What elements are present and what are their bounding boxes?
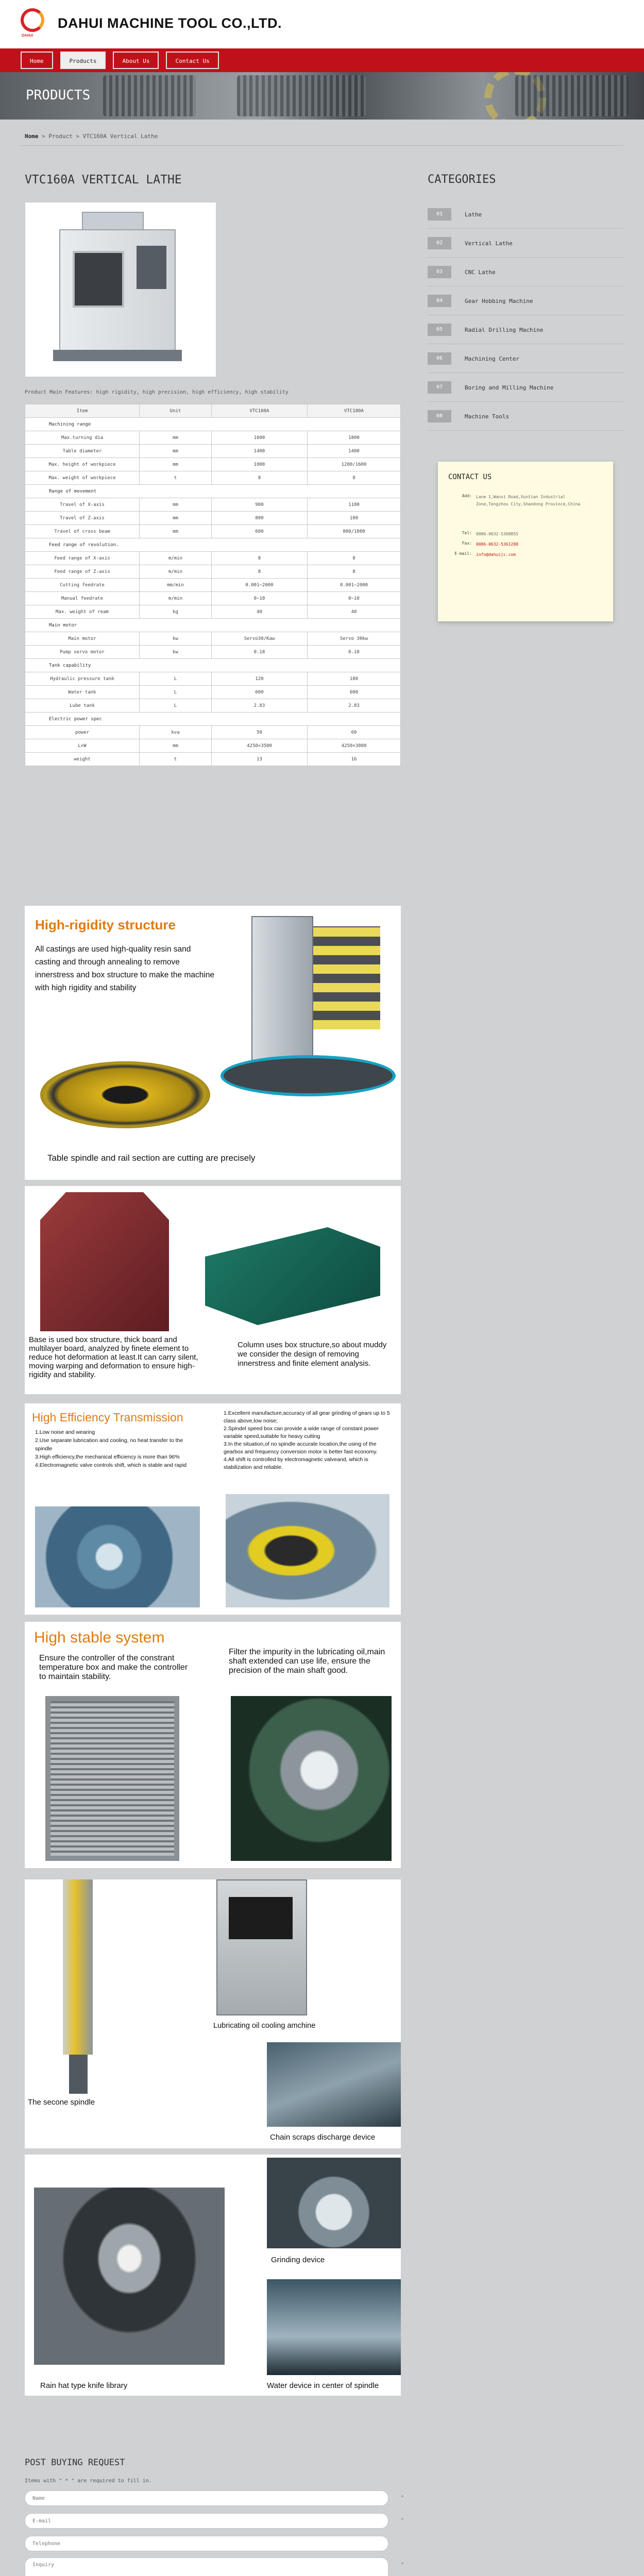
product-features: Product Main Features: high rigidity, high precision, high efficiency, high stability bbox=[25, 389, 289, 395]
stable-title: High stable system bbox=[34, 1629, 165, 1646]
grinding-caption: Grinding device bbox=[271, 2256, 325, 2264]
category-number-badge: 01 bbox=[428, 208, 451, 221]
sidebar-item[interactable] bbox=[428, 315, 623, 344]
name-input[interactable] bbox=[25, 2490, 388, 2506]
rigidity-figure bbox=[25, 906, 401, 1180]
spec-cell: Main motor bbox=[25, 632, 140, 646]
table-row bbox=[25, 498, 401, 512]
spec-cell: Max.turning dia bbox=[25, 431, 140, 445]
breadcrumb-path: > Product > VTC160A Vertical Lathe bbox=[38, 133, 158, 140]
nav-contact-us[interactable]: Contact Us bbox=[166, 52, 218, 69]
spec-cell: 0.18 bbox=[212, 646, 308, 659]
table-row bbox=[25, 686, 401, 699]
nav-about-us[interactable]: About Us bbox=[113, 52, 159, 69]
sidebar-item[interactable] bbox=[428, 373, 623, 402]
table-row bbox=[25, 592, 401, 605]
spec-cell: Feed range of X-axis bbox=[25, 552, 140, 565]
spec-cell: 50 bbox=[212, 726, 308, 739]
contact-label: E-mail: bbox=[454, 551, 472, 556]
spec-cell: 0.18 bbox=[308, 646, 401, 659]
spec-cell: 16 bbox=[308, 753, 401, 766]
table-row bbox=[25, 512, 401, 525]
spec-cell: 0~10 bbox=[308, 592, 401, 605]
main-nav bbox=[0, 48, 644, 72]
spec-cell: 600 bbox=[212, 525, 308, 538]
contact-label: Add: bbox=[462, 494, 472, 498]
spec-cell: mm bbox=[140, 431, 212, 445]
spec-cell: mm bbox=[140, 739, 212, 753]
banner-machine-image bbox=[103, 75, 196, 116]
spec-category: Range of movement bbox=[25, 485, 401, 498]
table-row bbox=[25, 672, 401, 686]
spec-cell: t bbox=[140, 471, 212, 485]
spec-cell: m/min bbox=[140, 592, 212, 605]
brand-name[interactable]: DAHUI MACHINE TOOL CO.,LTD. bbox=[58, 15, 282, 31]
table-row bbox=[25, 418, 401, 431]
product-main bbox=[25, 173, 401, 762]
category-list bbox=[428, 200, 623, 431]
table-row bbox=[25, 739, 401, 753]
spec-cell: 8 bbox=[308, 471, 401, 485]
table-row bbox=[25, 753, 401, 766]
spec-cell: Water tank bbox=[25, 686, 140, 699]
contact-value: Lane 1,Wanxi Road,Xuntian Industrial Zone,Tengzhou City,Shandong Province,China bbox=[476, 495, 581, 506]
contact-row bbox=[448, 494, 606, 508]
contact-value[interactable]: info@dahuijc.com bbox=[476, 552, 516, 557]
spec-header: VTC180A bbox=[308, 404, 401, 418]
table-row bbox=[25, 431, 401, 445]
sidebar-item[interactable] bbox=[428, 229, 623, 258]
spec-cell: m/min bbox=[140, 552, 212, 565]
telephone-input[interactable] bbox=[25, 2536, 388, 2551]
spec-cell: 800/1000 bbox=[308, 525, 401, 538]
spec-cell: Pump servo motor bbox=[25, 646, 140, 659]
category-number-badge: 03 bbox=[428, 266, 451, 278]
base-casting-image bbox=[40, 1192, 169, 1331]
category-link[interactable]: Lathe bbox=[465, 211, 482, 218]
spec-cell: 600 bbox=[212, 686, 308, 699]
spec-cell: Cutting feedrate bbox=[25, 579, 140, 592]
spec-cell: 4250×3800 bbox=[308, 739, 401, 753]
category-number-badge: 04 bbox=[428, 295, 451, 307]
spec-cell: Servo30/Kaw bbox=[212, 632, 308, 646]
banner-machine-image bbox=[237, 75, 366, 116]
water-device-image bbox=[267, 2279, 401, 2375]
banner-machine-image bbox=[515, 75, 629, 116]
column-casting-image bbox=[205, 1227, 380, 1325]
category-link[interactable]: Radial Drilling Machine bbox=[465, 327, 544, 333]
product-image bbox=[25, 202, 216, 377]
table-row bbox=[25, 646, 401, 659]
sidebar-item[interactable] bbox=[428, 200, 623, 229]
spec-header: Item bbox=[25, 404, 140, 418]
spec-cell: L bbox=[140, 686, 212, 699]
temperature-box-image bbox=[45, 1696, 179, 1861]
transmission-left-text: 1.Low noise and wearing 2.Use separate lubrication and cooling, no heat transfer to the spindle 3.High efficiency,the mechanical efficiency is more than 96% 4.Electromagnetic valve controls shift, which is stable and rapid bbox=[35, 1429, 187, 1468]
rigidity-title: High-rigidity structure bbox=[35, 917, 176, 933]
contact-row bbox=[448, 531, 606, 538]
spec-cell: kva bbox=[140, 726, 212, 739]
category-number-badge: 02 bbox=[428, 237, 451, 249]
spec-cell: L bbox=[140, 699, 212, 713]
category-link[interactable]: Boring and Milling Machine bbox=[465, 384, 554, 391]
table-row bbox=[25, 579, 401, 592]
spec-cell: 900 bbox=[212, 498, 308, 512]
table-row bbox=[25, 619, 401, 632]
table-row bbox=[25, 713, 401, 726]
divider bbox=[21, 145, 623, 146]
spec-cell: power bbox=[25, 726, 140, 739]
contact-row bbox=[448, 541, 606, 548]
spec-cell: weight bbox=[25, 753, 140, 766]
company-logo[interactable] bbox=[21, 8, 44, 32]
spec-cell: 1200/1600 bbox=[308, 458, 401, 471]
spec-cell: 8 bbox=[308, 565, 401, 579]
spec-cell: Travel of Z-axis bbox=[25, 512, 140, 525]
table-row bbox=[25, 471, 401, 485]
transmission-title: High Efficiency Transmission bbox=[32, 1411, 183, 1424]
contact-card bbox=[438, 462, 613, 621]
breadcrumb bbox=[25, 133, 158, 140]
category-link[interactable]: Machining Center bbox=[465, 355, 519, 362]
spec-cell: 1400 bbox=[212, 445, 308, 458]
breadcrumb-home[interactable]: Home bbox=[25, 133, 39, 140]
column-image bbox=[313, 926, 380, 1029]
spec-cell: kw bbox=[140, 646, 212, 659]
category-number-badge: 08 bbox=[428, 410, 451, 422]
spec-header: Unit bbox=[140, 404, 212, 418]
spec-header: VTC160A bbox=[212, 404, 308, 418]
knife-caption: Rain hat type knife library bbox=[40, 2381, 128, 2390]
spec-cell: mm bbox=[140, 512, 212, 525]
category-number-badge: 05 bbox=[428, 324, 451, 336]
spindle-caption: The secone spindle bbox=[28, 2098, 95, 2107]
contact-value: 0086-0632-5368855 bbox=[476, 532, 518, 536]
valve-image bbox=[226, 1494, 389, 1607]
spec-cell: 60 bbox=[308, 726, 401, 739]
spec-cell: m/min bbox=[140, 565, 212, 579]
spec-cell: 8 bbox=[212, 552, 308, 565]
second-spindle-image bbox=[63, 1879, 93, 2055]
spec-cell: Hydraulic pressure tank bbox=[25, 672, 140, 686]
nav-home[interactable]: Home bbox=[21, 52, 53, 69]
spec-cell: t bbox=[140, 753, 212, 766]
spec-cell: 1400 bbox=[308, 445, 401, 458]
gearbox-image bbox=[35, 1506, 200, 1607]
spec-cell: 800 bbox=[212, 512, 308, 525]
base-text: Base is used box structure, thick board and multilayer board, analyzed by finete element to reduce hot deformation at least.It can carry silent, moving warping and deformation to ensure high-rigidity and stability. bbox=[29, 1335, 198, 1379]
spec-cell: mm bbox=[140, 445, 212, 458]
auxiliary-devices-figure bbox=[25, 1879, 401, 2148]
column-text: Column uses box structure,so about muddy we consider the design of removing innerstress and finite element analysis. bbox=[238, 1341, 387, 1368]
spec-cell: L bbox=[140, 672, 212, 686]
spec-cell: Manual feedrate bbox=[25, 592, 140, 605]
table-row bbox=[25, 699, 401, 713]
table-row bbox=[25, 605, 401, 619]
table-row bbox=[25, 445, 401, 458]
product-title: VTC160A VERTICAL LATHE bbox=[25, 173, 182, 187]
second-spindle-image bbox=[69, 2055, 88, 2094]
oil-cooling-machine-image bbox=[229, 1897, 293, 1939]
chain-caption: Chain scraps discharge device bbox=[270, 2133, 376, 2142]
banner-title: PRODUCTS bbox=[26, 88, 91, 103]
email-input[interactable] bbox=[25, 2513, 388, 2529]
spec-cell: 2.83 bbox=[212, 699, 308, 713]
column-image bbox=[251, 916, 313, 1071]
spec-cell: 8 bbox=[212, 471, 308, 485]
table-row bbox=[25, 565, 401, 579]
categories-title: CATEGORIES bbox=[428, 173, 496, 186]
spec-cell: 1100 bbox=[308, 498, 401, 512]
table-row bbox=[25, 726, 401, 739]
spec-cell: 180 bbox=[308, 672, 401, 686]
spec-cell: 4250×3500 bbox=[212, 739, 308, 753]
stable-left-text: Ensure the controller of the constrant temperature box and make the controller to maintain stability. bbox=[39, 1654, 188, 1681]
spec-cell: mm/min bbox=[140, 579, 212, 592]
required-note: Items with " * " are required to fill in. bbox=[25, 2478, 152, 2484]
sidebar bbox=[428, 173, 623, 557]
spec-cell: 2.83 bbox=[308, 699, 401, 713]
required-star: * bbox=[401, 2517, 404, 2523]
spec-cell: 600 bbox=[308, 686, 401, 699]
water-caption: Water device in center of spindle bbox=[267, 2381, 379, 2390]
rotary-table-image bbox=[221, 1055, 396, 1096]
stable-system-figure bbox=[25, 1622, 401, 1868]
required-star: * bbox=[401, 2495, 404, 2500]
nav-products[interactable]: Products bbox=[60, 52, 106, 69]
spec-cell: 0~10 bbox=[212, 592, 308, 605]
table-row bbox=[25, 632, 401, 646]
table-row bbox=[25, 659, 401, 672]
spec-cell: 100 bbox=[308, 512, 401, 525]
spec-cell: Travel of cross beam bbox=[25, 525, 140, 538]
spec-cell: mm bbox=[140, 458, 212, 471]
spec-cell: Travel of X-axis bbox=[25, 498, 140, 512]
spec-cell: mm bbox=[140, 498, 212, 512]
spec-cell: Max. weight of workpiece bbox=[25, 471, 140, 485]
spec-cell: Servo 30kw bbox=[308, 632, 401, 646]
spec-cell: Table diameter bbox=[25, 445, 140, 458]
category-link[interactable]: Gear Hobbing Machine bbox=[465, 298, 533, 304]
table-row bbox=[25, 525, 401, 538]
spec-cell: 1800 bbox=[308, 431, 401, 445]
table-spindle-image bbox=[40, 1061, 210, 1128]
spec-cell: 1600 bbox=[212, 431, 308, 445]
spec-cell: 40 bbox=[308, 605, 401, 619]
required-star: * bbox=[401, 2562, 404, 2567]
spec-cell: 13 bbox=[212, 753, 308, 766]
contact-label: Fax: bbox=[462, 541, 472, 546]
spec-cell: Feed range of Z-axis bbox=[25, 565, 140, 579]
contact-title: CONTACT US bbox=[448, 473, 492, 481]
contact-value[interactable]: 0086-0632-5361288 bbox=[476, 542, 518, 547]
spec-category: Tank capability bbox=[25, 659, 401, 672]
sidebar-item[interactable] bbox=[428, 286, 623, 315]
contact-label: Tel: bbox=[462, 531, 472, 535]
spec-cell: 40 bbox=[212, 605, 308, 619]
spec-category: Feed range of revolution. bbox=[25, 538, 401, 552]
transmission-right-text: 1.Excellent manufacture,accuracy of all gear grinding of gears up to 5 class above,low noise; 2.Spindel speed box can provide a wide range of constant power variable speed,suitable for heavy cutting 3.In the situation,of no spindle accurate location,the using of the gearbox and frequency conversion motor is better fast economy. 4.All shift is controlled by electromagnetic valveand, which is stabilization and reliable. bbox=[224, 1410, 390, 1470]
rigidity-caption: Table spindle and rail section are cutting are precisely bbox=[47, 1153, 256, 1163]
logo-text: DAHUI bbox=[22, 34, 33, 38]
spec-cell: 1000 bbox=[212, 458, 308, 471]
spec-cell: Max. weight of ream bbox=[25, 605, 140, 619]
category-number-badge: 07 bbox=[428, 381, 451, 394]
spec-cell: 0.001~2000 bbox=[308, 579, 401, 592]
category-number-badge: 06 bbox=[428, 352, 451, 365]
table-row bbox=[25, 485, 401, 498]
spec-cell: 8 bbox=[308, 552, 401, 565]
spec-category: Machining range bbox=[25, 418, 401, 431]
category-link[interactable]: Vertical Lathe bbox=[465, 240, 513, 247]
spec-cell: 0.001~2000 bbox=[212, 579, 308, 592]
transmission-figure bbox=[25, 1403, 401, 1615]
grinding-device-image bbox=[267, 2158, 401, 2248]
table-row bbox=[25, 552, 401, 565]
base-column-figure bbox=[25, 1186, 401, 1394]
tooling-figure bbox=[25, 2155, 401, 2396]
buying-request-title: POST BUYING REQUEST bbox=[25, 2458, 125, 2468]
spec-cell: kg bbox=[140, 605, 212, 619]
sidebar-item[interactable] bbox=[428, 344, 623, 373]
contact-row bbox=[448, 551, 606, 558]
oil-caption: Lubricating oil cooling amchine bbox=[213, 2022, 316, 2030]
sidebar-item[interactable] bbox=[428, 402, 623, 431]
sidebar-item[interactable] bbox=[428, 258, 623, 286]
spec-cell: Max. height of workpiece bbox=[25, 458, 140, 471]
spec-cell: kw bbox=[140, 632, 212, 646]
spec-category: Main motor bbox=[25, 619, 401, 632]
inquiry-textarea[interactable] bbox=[25, 2557, 388, 2576]
spec-cell: Lube tank bbox=[25, 699, 140, 713]
stable-right-text: Filter the impurity in the lubricating oil,main shaft extended can use life, ensure the precision of the main shaft good. bbox=[229, 1648, 385, 1675]
top-header bbox=[0, 0, 644, 48]
spec-category: Electric power spec bbox=[25, 713, 401, 726]
chain-scraps-image bbox=[267, 2042, 401, 2127]
table-row bbox=[25, 538, 401, 552]
rigidity-text: All castings are used high-quality resin sand casting and through annealing to remove innerstress and box structure to make the machine with high rigidity and stability bbox=[35, 945, 215, 992]
spec-cell: 120 bbox=[212, 672, 308, 686]
spec-cell: L×W bbox=[25, 739, 140, 753]
spec-table bbox=[25, 404, 401, 766]
spec-cell: 8 bbox=[212, 565, 308, 579]
oil-filter-image bbox=[231, 1696, 392, 1861]
knife-library-image bbox=[34, 2188, 225, 2365]
category-link[interactable]: Machine Tools bbox=[465, 413, 510, 420]
page-banner bbox=[0, 72, 644, 120]
category-link[interactable]: CNC Lathe bbox=[465, 269, 496, 276]
table-row bbox=[25, 458, 401, 471]
spec-cell: mm bbox=[140, 525, 212, 538]
